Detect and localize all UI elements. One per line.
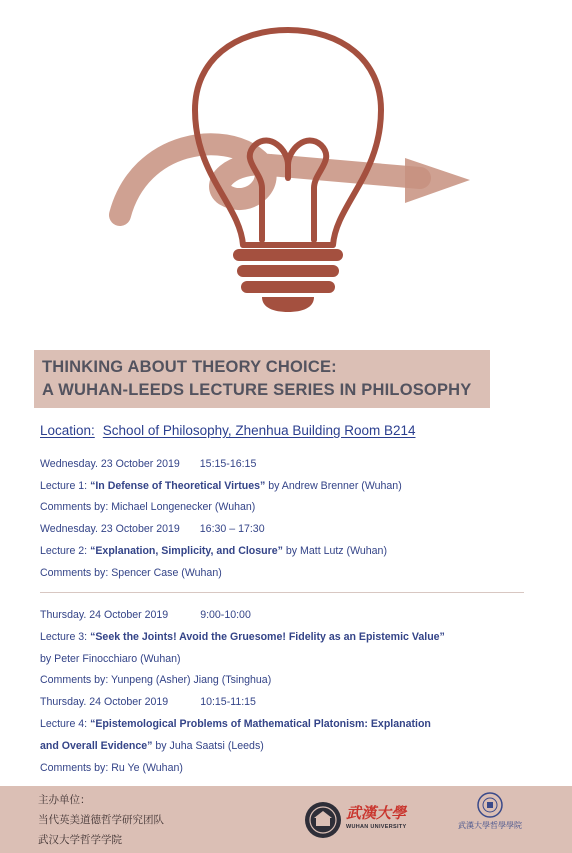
session-4-comments: Comments by: Ru Ye (Wuhan) [40,762,183,774]
lecture-4-title-line-2: and Overall Evidence” [40,740,153,752]
footer [0,786,572,853]
organizer-label: 主办单位： [38,794,91,806]
organizer-1: 当代英美道德哲学研究团队 [38,814,164,826]
arrow-swoosh-icon [120,144,470,215]
lightbulb-base [233,249,343,312]
session-4-time: 10:15-11:15 [200,696,256,708]
lecture-1-speaker: by Andrew Brenner (Wuhan) [265,480,402,492]
lecture-1-title: “In Defense of Theoretical Virtues” [90,480,266,492]
lightbulb-illustration [0,0,572,320]
divider [40,592,524,593]
wuhan-university-seal-icon [303,800,343,840]
location [40,423,416,438]
lecture-3-title: “Seek the Joints! Avoid the Gruesome! Fidelity as an Epistemic Value” [90,631,445,643]
session-2-time: 16:30 – 17:30 [199,523,265,535]
session-3-datetime [40,609,251,621]
lecture-4-speaker: by Juha Saatsi (Leeds) [152,740,264,752]
lecture-2-prefix: Lecture 2: [40,545,91,557]
school-name-cn: 武漢大學哲學學院 [458,821,522,830]
session-4-date: Thursday. 24 October 2019 [40,696,169,708]
session-3-lecture [40,631,445,643]
session-1-date: Wednesday. 23 October 2019 [40,458,180,470]
lecture-4-prefix: Lecture 4: [40,718,91,730]
page-title-line-2: A WUHAN-LEEDS LECTURE SERIES IN PHILOSOPHY [42,381,472,399]
session-3-speaker: by Peter Finocchiaro (Wuhan) [40,653,181,665]
session-3-date: Thursday. 24 October 2019 [40,609,169,621]
lecture-2-title: “Explanation, Simplicity, and Closure” [90,545,283,557]
lecture-1-prefix: Lecture 1: [40,480,91,492]
session-4-datetime [40,696,256,708]
session-1-datetime [40,458,256,470]
session-2-lecture [40,545,387,557]
session-3-comments: Comments by: Yunpeng (Asher) Jiang (Tsinghua) [40,674,272,686]
lecture-3-prefix: Lecture 3: [40,631,91,643]
organizer-2: 武汉大学哲学学院 [38,834,122,846]
session-4-lecture-cont [40,740,264,752]
session-4-lecture [40,718,431,730]
session-1-comments: Comments by: Michael Longenecker (Wuhan) [40,501,256,513]
session-2-comments: Comments by: Spencer Case (Wuhan) [40,567,222,579]
session-1-lecture [40,480,402,492]
session-1-time: 15:15-16:15 [199,458,257,470]
location-value: School of Philosophy, Zhenhua Building Room B214 [102,423,416,438]
session-3-time: 9:00-10:00 [200,609,251,621]
university-name-en: WUHAN UNIVERSITY [346,824,407,830]
session-2-datetime [40,523,265,535]
lecture-4-title-line-1: “Epistemological Problems of Mathematical Platonism: Explanation [90,718,431,730]
university-name-cn: 武漢大學 [346,804,407,822]
page-title-line-1: THINKING ABOUT THEORY CHOICE: [42,358,337,376]
session-2-date: Wednesday. 23 October 2019 [40,523,180,535]
lecture-2-speaker: by Matt Lutz (Wuhan) [282,545,387,557]
title-band [34,350,490,408]
location-label: Location: [40,423,95,438]
philosophy-school-seal-icon [477,792,503,818]
